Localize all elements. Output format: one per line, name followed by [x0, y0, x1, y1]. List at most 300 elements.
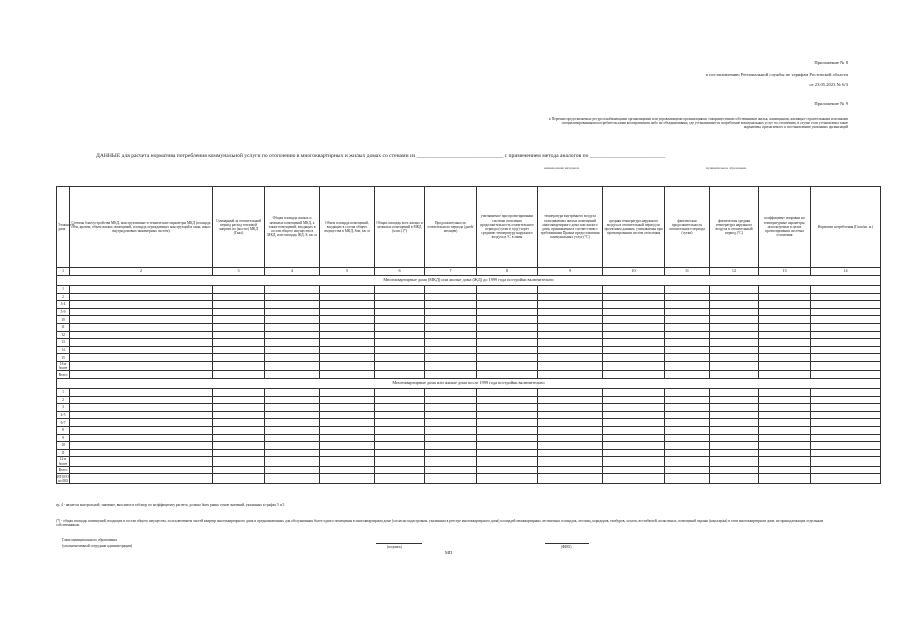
table-cell	[603, 466, 665, 474]
table-cell	[425, 339, 477, 347]
table-cell	[538, 323, 603, 331]
table-cell	[603, 396, 665, 404]
table-cell	[710, 354, 759, 362]
appendix-line3: от 23.05.2023 № 6/3	[809, 82, 848, 87]
row-label: Всего	[57, 466, 70, 474]
table-cell	[320, 331, 375, 339]
data-table	[56, 186, 881, 484]
table-cell	[425, 308, 477, 316]
table-cell	[710, 449, 759, 457]
table-cell	[477, 442, 538, 450]
table-cell	[213, 316, 265, 324]
table-cell	[425, 434, 477, 442]
table-cell	[375, 323, 425, 331]
name-label: (ФИО)	[561, 545, 572, 549]
table-row	[57, 457, 881, 467]
table-cell	[759, 404, 811, 412]
table-cell	[603, 339, 665, 347]
table-cell	[603, 354, 665, 362]
table-cell	[70, 466, 213, 474]
table-cell	[375, 346, 425, 354]
table-cell	[538, 474, 603, 484]
table-cell	[665, 466, 710, 474]
table-cell	[265, 331, 320, 339]
table-cell	[213, 434, 265, 442]
table-cell	[320, 466, 375, 474]
table-cell	[425, 323, 477, 331]
document-title: ДАННЫЕ для расчета норматива потребления коммунальной услуги по отоплению в многоквартирных и жилых домах со стенами из _______________________________ с применением метода аналогов по ___________________________	[96, 153, 666, 159]
table-cell	[477, 419, 538, 427]
table-cell	[320, 411, 375, 419]
table-cell	[70, 419, 213, 427]
table-cell	[375, 457, 425, 467]
table-cell	[375, 308, 425, 316]
column-number: 1	[57, 268, 70, 276]
table-cell	[538, 449, 603, 457]
table-cell	[811, 442, 881, 450]
table-cell	[375, 293, 425, 301]
table-cell	[538, 316, 603, 324]
table-cell	[477, 346, 538, 354]
table-cell	[70, 411, 213, 419]
table-cell	[425, 404, 477, 412]
table-cell	[320, 474, 375, 484]
table-cell	[710, 419, 759, 427]
table-cell	[375, 442, 425, 450]
appendix-note: к Перечню представляемых ресурсоснабжающими организациями или управляющими организациями, товариществами собственников жилья, жилищными, жилищно-строительными или иными специализированными потребительскими кооперативами либо их объединениями, где устанавливается потребление коммунальных услуг по отоплению, в случае если установлены такие нормативы, прилагаемого к постановлению указанных организаций	[549, 117, 848, 130]
table-cell	[425, 466, 477, 474]
table-cell	[710, 404, 759, 412]
table-cell	[759, 449, 811, 457]
header-cell: коэффициент поправки на температурные параметры, используемые в целях проектирования системы отопления	[759, 187, 811, 268]
table-cell	[538, 339, 603, 347]
row-label: 12 и более	[57, 457, 70, 467]
table-cell	[70, 301, 213, 309]
table-cell	[425, 419, 477, 427]
table-cell	[213, 361, 265, 371]
row-label: 2	[57, 396, 70, 404]
table-cell	[213, 474, 265, 484]
table-cell	[710, 457, 759, 467]
row-label: 6-7	[57, 419, 70, 427]
table-cell	[477, 396, 538, 404]
table-cell	[603, 411, 665, 419]
table-cell	[603, 293, 665, 301]
table-cell	[710, 331, 759, 339]
table-cell	[70, 323, 213, 331]
table-cell	[811, 396, 881, 404]
table-cell	[213, 404, 265, 412]
table-cell	[665, 474, 710, 484]
signature-left-title: Глава муниципального образования	[62, 538, 117, 542]
table-row	[57, 301, 881, 309]
table-cell	[759, 346, 811, 354]
table-cell	[70, 389, 213, 397]
table-cell	[665, 404, 710, 412]
table-cell	[425, 474, 477, 484]
table-cell	[320, 308, 375, 316]
table-cell	[265, 466, 320, 474]
table-cell	[320, 354, 375, 362]
table-cell	[320, 427, 375, 435]
table-cell	[811, 474, 881, 484]
table-cell	[665, 301, 710, 309]
table-cell	[665, 323, 710, 331]
row-label: 16 и более	[57, 361, 70, 371]
table-cell	[665, 361, 710, 371]
table-cell	[665, 434, 710, 442]
table-cell	[710, 323, 759, 331]
table-cell	[375, 301, 425, 309]
table-cell	[213, 396, 265, 404]
table-cell	[811, 411, 881, 419]
column-number: 11	[665, 268, 710, 276]
table-cell	[811, 286, 881, 294]
table-cell	[811, 316, 881, 324]
section-title: Многоквартирные дома или жилые дома после 1999 года постройки включительно	[57, 379, 881, 389]
header-cell: средняя температура наружного воздуха в отопительный период по проектным данным, учитываемая при проектировании систем отопления	[603, 187, 665, 268]
table-cell	[320, 449, 375, 457]
row-label: 5-9	[57, 308, 70, 316]
row-label: 1	[57, 389, 70, 397]
table-cell	[710, 301, 759, 309]
table-row	[57, 404, 881, 412]
column-number: 10	[603, 268, 665, 276]
table-cell	[759, 427, 811, 435]
table-cell	[759, 331, 811, 339]
table-cell	[665, 293, 710, 301]
table-cell	[603, 419, 665, 427]
table-cell	[603, 286, 665, 294]
table-row	[57, 331, 881, 339]
header-row	[57, 187, 881, 268]
table-cell	[477, 339, 538, 347]
table-cell	[70, 404, 213, 412]
table-cell	[213, 371, 265, 379]
table-cell	[665, 286, 710, 294]
table-cell	[811, 389, 881, 397]
table-cell	[603, 474, 665, 484]
table-cell	[538, 301, 603, 309]
table-cell	[213, 427, 265, 435]
table-cell	[213, 301, 265, 309]
table-cell	[811, 331, 881, 339]
table-cell	[425, 389, 477, 397]
header-cell: Продолжительность отопительного периода (дней/месяцев)	[425, 187, 477, 268]
table-row	[57, 427, 881, 435]
table-cell	[425, 442, 477, 450]
table-cell	[70, 361, 213, 371]
table-cell	[213, 419, 265, 427]
table-cell	[538, 396, 603, 404]
table-cell	[477, 371, 538, 379]
table-cell	[710, 293, 759, 301]
table-row	[57, 419, 881, 427]
table-cell	[70, 371, 213, 379]
table-cell	[811, 308, 881, 316]
table-row	[57, 371, 881, 379]
table-cell	[375, 354, 425, 362]
table-cell	[213, 449, 265, 457]
table-cell	[759, 442, 811, 450]
table-cell	[710, 308, 759, 316]
table-cell	[710, 371, 759, 379]
table-cell	[477, 323, 538, 331]
table-cell	[375, 339, 425, 347]
table-cell	[538, 419, 603, 427]
table-cell	[710, 442, 759, 450]
table-cell	[320, 346, 375, 354]
table-cell	[811, 301, 881, 309]
table-cell	[603, 361, 665, 371]
table-cell	[425, 361, 477, 371]
table-cell	[665, 442, 710, 450]
table-cell	[710, 361, 759, 371]
table-row	[57, 308, 881, 316]
table-cell	[759, 286, 811, 294]
column-number-row	[57, 268, 881, 276]
table-cell	[265, 427, 320, 435]
table-cell	[538, 371, 603, 379]
table-cell	[710, 466, 759, 474]
table-cell	[265, 457, 320, 467]
table-cell	[710, 339, 759, 347]
table-cell	[477, 434, 538, 442]
signature-left-subtitle: (уполномоченный сотрудник администрации)	[62, 544, 133, 548]
table-cell	[538, 293, 603, 301]
table-cell	[265, 308, 320, 316]
table-row	[57, 411, 881, 419]
table-cell	[665, 308, 710, 316]
table-row	[57, 293, 881, 301]
table-cell	[477, 449, 538, 457]
table-cell	[70, 354, 213, 362]
column-number: 2	[70, 268, 213, 276]
column-number: 4	[265, 268, 320, 276]
table-cell	[665, 346, 710, 354]
table-cell	[375, 371, 425, 379]
table-cell	[320, 339, 375, 347]
header-cell: Общая площадь жилых и нежилых помещений МКД, а также помещений, входящих в состав общего имущества в МКД, или площадь ЖД, S, кв. м	[265, 187, 320, 268]
table-cell	[477, 308, 538, 316]
table-cell	[265, 354, 320, 362]
table-cell	[811, 346, 881, 354]
table-cell	[538, 331, 603, 339]
table-cell	[375, 449, 425, 457]
table-cell	[265, 293, 320, 301]
row-label: 14	[57, 346, 70, 354]
table-cell	[213, 389, 265, 397]
table-cell	[603, 331, 665, 339]
header-cell: Объем площадь помещений, входящих в состав общего имущества в МКД, Sои, кв. м	[320, 187, 375, 268]
table-cell	[213, 293, 265, 301]
table-cell	[477, 404, 538, 412]
table-cell	[265, 396, 320, 404]
table-cell	[665, 427, 710, 435]
footnote-2: (*) - общая площадь помещений, входящих в состав общего имущества, за исключением частей квартир многоквартирного дома и предназначенных для обслуживания более одного помещения в многоквартирном доме (согласно кадастровым, указанным в реестре многоквартирного дома) площадей межквартирных лестничных площадок, лестниц, коридоров, тамбуров, холлов, вестибюлей, колясочных, помещений охраны (консьержа) в этом многоквартирном доме, не принадлежащих отдельным собственникам.	[56, 519, 824, 528]
table-cell	[320, 442, 375, 450]
table-cell	[213, 308, 265, 316]
table-cell	[665, 419, 710, 427]
table-cell	[811, 293, 881, 301]
table-cell	[603, 346, 665, 354]
table-cell	[811, 323, 881, 331]
table-cell	[603, 404, 665, 412]
table-cell	[665, 339, 710, 347]
header-cell: Этажность дома	[57, 187, 70, 268]
table-cell	[70, 442, 213, 450]
table-cell	[665, 316, 710, 324]
section-title-row	[57, 276, 881, 286]
table-cell	[70, 308, 213, 316]
table-cell	[477, 457, 538, 467]
table-cell	[477, 293, 538, 301]
column-number: 12	[710, 268, 759, 276]
table-cell	[375, 331, 425, 339]
table-cell	[265, 361, 320, 371]
table-cell	[710, 396, 759, 404]
table-cell	[538, 354, 603, 362]
column-number: 5	[320, 268, 375, 276]
table-cell	[538, 404, 603, 412]
table-cell	[665, 354, 710, 362]
table-cell	[265, 339, 320, 347]
table-cell	[603, 457, 665, 467]
table-cell	[477, 361, 538, 371]
header-cell: Общая площадь всех жилых и нежилых помещений в МКД (м кв.) (*)	[375, 187, 425, 268]
header-cell: фактическая продолжительность отопительного периода (сутки)	[665, 187, 710, 268]
table-cell	[375, 411, 425, 419]
table-cell	[759, 316, 811, 324]
table-cell	[375, 466, 425, 474]
table-cell	[320, 361, 375, 371]
table-cell	[375, 427, 425, 435]
table-cell	[265, 449, 320, 457]
table-cell	[811, 404, 881, 412]
table-cell	[811, 371, 881, 379]
row-label: ИТОГО по МО	[57, 474, 69, 483]
table-cell	[425, 346, 477, 354]
table-cell	[538, 346, 603, 354]
table-cell	[375, 361, 425, 371]
signature-label: (подпись)	[387, 545, 402, 549]
column-number: 9	[538, 268, 603, 276]
table-cell	[375, 316, 425, 324]
table-cell	[70, 286, 213, 294]
table-row	[57, 346, 881, 354]
table-cell	[213, 442, 265, 450]
table-cell	[665, 396, 710, 404]
table-cell	[70, 449, 213, 457]
table-cell	[665, 449, 710, 457]
table-cell	[375, 404, 425, 412]
appendix-line2: к постановлению Региональной службы по тарифам Ростовской области	[705, 72, 848, 77]
table-cell	[603, 427, 665, 435]
table-cell	[710, 286, 759, 294]
table-cell	[265, 316, 320, 324]
table-cell	[710, 411, 759, 419]
row-label: 3	[57, 404, 70, 412]
table-cell	[759, 371, 811, 379]
table-cell	[477, 301, 538, 309]
table-cell	[759, 411, 811, 419]
table-cell	[759, 434, 811, 442]
table-cell	[425, 411, 477, 419]
row-label: 13	[57, 339, 70, 347]
table-cell	[811, 449, 881, 457]
table-cell	[265, 389, 320, 397]
table-cell	[213, 339, 265, 347]
table-cell	[710, 389, 759, 397]
table-cell	[70, 474, 213, 484]
table-cell	[811, 466, 881, 474]
table-cell	[538, 434, 603, 442]
table-cell	[603, 323, 665, 331]
table-cell	[70, 396, 213, 404]
table-cell	[320, 457, 375, 467]
table-cell	[538, 427, 603, 435]
column-number: 3	[213, 268, 265, 276]
table-cell	[603, 308, 665, 316]
table-cell	[320, 419, 375, 427]
table-cell	[265, 442, 320, 450]
column-number: 6	[375, 268, 425, 276]
table-cell	[665, 457, 710, 467]
table-cell	[811, 339, 881, 347]
header-cell: Норматив потребления (Гкал/кв. м.)	[811, 187, 881, 268]
table-cell	[710, 427, 759, 435]
header-cell: учитываемое при проектировании системы отопления продолжительность отопительного периода (сутки в году) через среднюю температуру наружного воздуха в °С в зимы	[477, 187, 538, 268]
table-cell	[477, 427, 538, 435]
row-label: 4-5	[57, 411, 70, 419]
table-cell	[603, 301, 665, 309]
table-cell	[811, 457, 881, 467]
table-cell	[759, 308, 811, 316]
table-row	[57, 316, 881, 324]
table-cell	[811, 427, 881, 435]
column-number: 13	[759, 268, 811, 276]
table-cell	[665, 389, 710, 397]
table-cell	[265, 434, 320, 442]
table-row	[57, 449, 881, 457]
table-cell	[710, 316, 759, 324]
table-cell	[710, 434, 759, 442]
table-cell	[425, 371, 477, 379]
table-cell	[265, 346, 320, 354]
table-cell	[375, 434, 425, 442]
table-cell	[375, 389, 425, 397]
table-cell	[70, 427, 213, 435]
table-cell	[603, 449, 665, 457]
table-cell	[320, 286, 375, 294]
table-cell	[425, 427, 477, 435]
table-cell	[320, 396, 375, 404]
footnote-1: гр. 4 - является контрольной, значение, вносимое в таблицу по коэффициенту расчета, должно быть равно сумме значений, указанных в графах 5 и 5.	[56, 503, 286, 507]
table-cell	[375, 286, 425, 294]
row-label: 10	[57, 442, 70, 450]
table-cell	[603, 434, 665, 442]
table-cell	[70, 457, 213, 467]
table-cell	[425, 457, 477, 467]
table-cell	[759, 419, 811, 427]
table-cell	[213, 323, 265, 331]
column-number: 8	[477, 268, 538, 276]
table-cell	[265, 419, 320, 427]
table-cell	[320, 371, 375, 379]
table-cell	[477, 389, 538, 397]
table-cell	[477, 354, 538, 362]
appendix-line1: Приложение № 8	[814, 60, 848, 65]
